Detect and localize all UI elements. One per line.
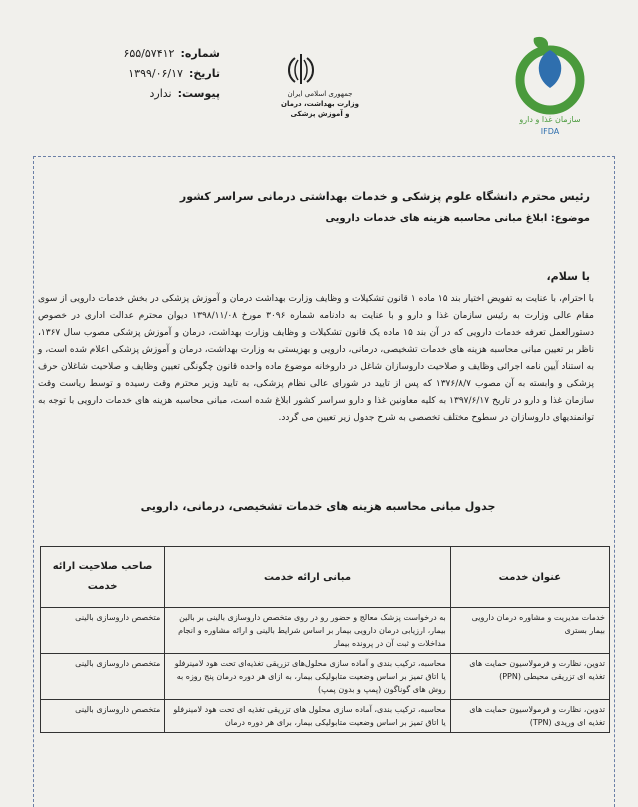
row-service: تدوین، نظارت و فرمولاسیون حمایت های تغذیه ای وریدی (TPN)	[450, 700, 609, 733]
ifda-logo-icon	[510, 30, 590, 140]
recipient-line: رئیس محترم دانشگاه علوم پزشکی و خدمات بهداشتی درمانی سراسر کشور	[179, 190, 590, 203]
table-title: جدول مبانی محاسبه هزینه های خدمات تشخیصی، درمانی، دارویی	[140, 500, 496, 513]
row-basis: محاسبه، ترکیب بندی و آماده سازی محلول‌های تزریقی تغذیه‌ای تحت هود لامینرفلو یا اتاق تمیز بر اساس وضعیت متابولیکی بیمار، به ازای هر دوره درمان پنج روزه به روش های گوناگون (پمپ و بدون پمپ)	[165, 654, 451, 700]
ministry-line-3: و آموزش پزشکی	[290, 110, 350, 118]
table-header-row	[41, 547, 610, 608]
table-row	[41, 700, 610, 733]
date-label: تاریخ:	[188, 67, 220, 80]
ministry-line-2: وزارت بهداشت، درمان	[281, 100, 359, 108]
attachment-label: پیوست:	[177, 87, 220, 100]
date-value: ۱۳۹۹/۰۶/۱۷	[128, 67, 183, 80]
letter-body: با احترام، با عنایت به تفویض اختیار بند ۱۵ ماده ۱ قانون تشکیلات و وظایف وزارت بهداشت درمان و آموزش پزشکی در بخش خدمات دارویی از سوی مقام عالی وزارت به رئیس سازمان غذا و دارو و با عنایت به دادنامه شماره ۳۰۹۶ مورخ ۱۳۹۸/۱۱/۰۸ دیوان محترم عدالت اداری در خصوص دستورالعمل تعرفه خدمات دارویی که در آن بند ۱۵ ماده یک قانون تشکیلات و وظایف وزارت بهداشت، درمان و آموزش پزشکی مصوب سال ۱۳۶۷، ناظر بر تعیین مبانی محاسبه هزینه های خدمات تشخیصی، درمانی، دارویی و بهزیستی به وزارت بهداشت، درمان و آموزش پزشکی اعلام شده است، و به استناد آیین نامه اجرائی وظایف و صلاحیت داروسازان شاغل در داروخانه موضوع ماده واحده قانون چگونگی تعیین وظایف و صلاحیت شاغلان حرف پزشکی و وابسته به آن مصوب ۱۳۷۶/۸/۷ که پس از تایید در شورای عالی نظام پزشکی، به تایید وزیر محترم وقت رسیده و توسط ریاست وقت سازمان غذا و دارو در تاریخ ۱۳۹۷/۶/۱۷ به کلیه معاونین غذا و دارو سراسر کشور ابلاغ شده است، مبانی محاسبه هزینه های خدمات دارویی با توجه به توانمندیهای داروسازان در سطوح مختلف تخصصی به شرح جدول زیر تعیین می گردد.	[38, 294, 594, 423]
table-row	[41, 654, 610, 700]
ministry-line-1: جمهوری اسلامی ایران	[287, 90, 353, 98]
logo-text: سازمان غذا و دارو	[519, 115, 581, 124]
number-label: شماره:	[180, 47, 220, 60]
greeting: با سلام،	[546, 270, 590, 283]
number-row	[70, 44, 220, 64]
ministry-heading	[255, 89, 385, 119]
row-provider: متخصص داروسازی بالینی	[41, 608, 165, 654]
table-row	[41, 608, 610, 654]
header-service: عنوان خدمت	[450, 547, 609, 608]
attachment-value: ندارد	[149, 87, 172, 100]
row-service: خدمات مدیریت و مشاوره درمان دارویی بیمار بستری	[450, 608, 609, 654]
number-value: ۶۵۵/۵۷۴۱۲	[123, 47, 175, 60]
date-row	[70, 64, 220, 84]
header-basis: مبانی ارائه خدمت	[165, 547, 451, 608]
row-provider: متخصص داروسازی بالینی	[41, 700, 165, 733]
row-provider: متخصص داروسازی بالینی	[41, 654, 165, 700]
attachment-row	[70, 84, 220, 104]
national-emblem-icon	[283, 52, 319, 86]
letter-meta	[70, 44, 220, 104]
subject-line: موضوع: ابلاغ مبانی محاسبه هزینه های خدمات دارویی	[325, 213, 590, 224]
row-basis: به درخواست پزشک معالج و حضور رو در روی متخصص داروسازی بالینی بر بالین بیمار، ارزیابی درمان دارویی بیمار بر اساس شرایط بالینی و ارائه مشاوره و انجام مداخلات و ثبت آن در پرونده بیمار	[165, 608, 451, 654]
row-service: تدوین، نظارت و فرمولاسیون حمایت های تغذیه ای تزریقی محیطی (PPN)	[450, 654, 609, 700]
row-basis: محاسبه، ترکیب بندی، آماده سازی محلول های تزریقی تغذیه ای تحت هود لامینرفلو یا اتاق تمیز بر اساس وضعیت متابولیکی بیمار، برای هر دوره درمان	[165, 700, 451, 733]
services-table	[40, 546, 610, 733]
logo-abbr: IFDA	[540, 127, 560, 136]
header-provider: صاحب صلاحیت ارائه خدمت	[41, 547, 165, 608]
